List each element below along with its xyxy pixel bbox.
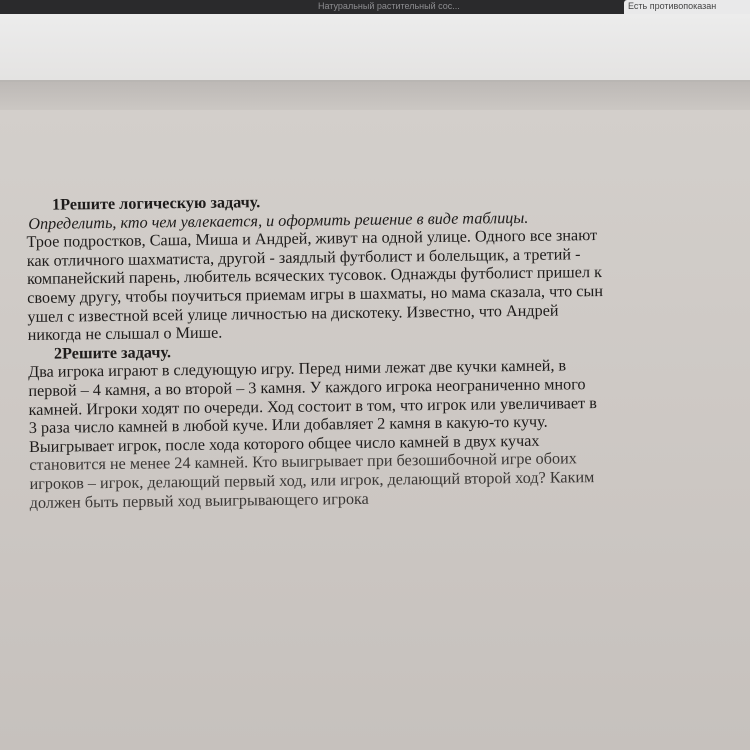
task-2-line: становится не менее 24 камней. Кто выигрывает при безошибочной игре обоих — [29, 449, 577, 475]
task-1-line: Трое подростков, Саша, Миша и Андрей, живут на одной улице. Одного все знают — [26, 226, 598, 252]
task-2-line: 3 раза число камней в любой куче. Или добавляет 2 камня в какую-то кучу. — [28, 412, 548, 438]
task-1-line: компанейский парень, любитель всяческих тусовок. Однажды футболист пришел к — [26, 263, 603, 289]
task-1-heading: 1Решите логическую задачу. — [51, 193, 261, 214]
ruler-strip — [0, 82, 750, 110]
task-2-heading: 2Решите задачу. — [53, 342, 172, 363]
task-2-line: Два игрока играют в следующую игру. Перед ними лежат две кучки камней, в — [28, 356, 567, 382]
task-2-body — [28, 355, 730, 512]
document-text — [26, 187, 730, 512]
task-2-line: первой – 4 камня, а во второй – 3 камня. У каждого игрока неограниченно много — [28, 375, 586, 400]
task-1-line: своему другу, чтобы поучиться приемам игры в шахматы, но мама сказала, что сын — [27, 281, 604, 307]
task-1-line: никогда не слышал о Мише. — [27, 323, 223, 345]
task-2-line: игроков – игрок, делающий первый ход, или игрок, делающий второй ход? Каким — [29, 467, 595, 493]
task-2-line: камней. Игроки ходят по очереди. Ход состоит в том, что игрок или увеличивает в — [28, 393, 597, 419]
task-1-body — [26, 225, 727, 345]
toolbar-area — [0, 14, 750, 80]
browser-tab-bar — [0, 0, 750, 14]
task-1-subtitle: Определить, кто чем увлекается, и оформить решение в виде таблицы. — [28, 208, 529, 233]
task-2-line: должен быть первый ход выигрывающего игрока — [29, 489, 369, 512]
browser-tab[interactable]: Натуральный растительный сос... — [318, 1, 460, 11]
task-1-line: ушел с известной всей улице личностью на дискотеку. Известно, что Андрей — [27, 301, 559, 326]
task-1-line: как отличного шахматиста, другой - заядлый футболист и болельщик, а третий - — [26, 245, 581, 270]
task-2-line: Выигрывает игрок, после хода которого общее число камней в двух кучах — [28, 431, 540, 456]
browser-tab-active[interactable]: Есть противопоказан — [624, 0, 750, 14]
